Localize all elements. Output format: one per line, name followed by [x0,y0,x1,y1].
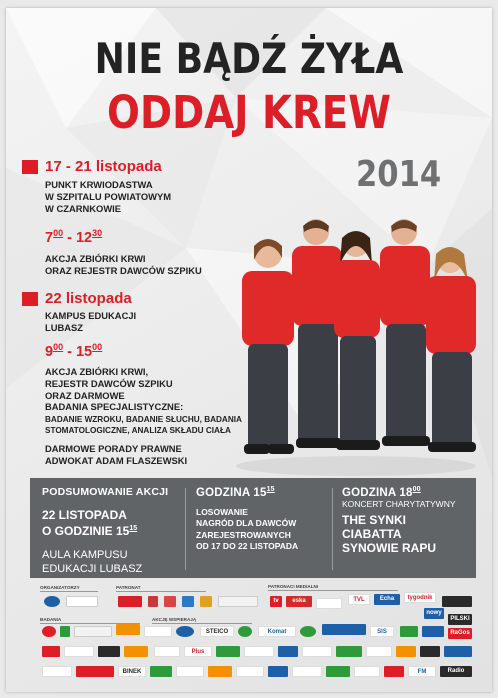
sponsor-logo [64,646,94,657]
coat-of-arms-icon [148,596,158,607]
pilski-logo: PILSKI [448,614,472,625]
sponsor-logo [98,646,120,657]
event1-date: 17 - 21 listopada [22,158,162,175]
red-marker [22,160,38,174]
tests-logo [116,624,140,635]
summary-col-2: GODZINA $15^{15}$ LOSOWANIE NAGRÓD DLA DAWCÓW ZAREJESTROWANYCH OD 17 DO 22 LISTOPADA [196,486,299,552]
patron-logo [118,596,142,607]
plus-logo: Plus [184,646,212,657]
event2-time: $9^{00} - 15^{00}$ [45,342,103,360]
year: 2014 [356,154,442,195]
nowy-logo: nowy [424,608,444,619]
organizer-logo [44,596,60,607]
event1-place: PUNKT KRWIODASTWA W SZPITALU POWIATOWYM W CZARNKOWIE [45,179,172,214]
sponsor-logo [216,646,240,657]
panel-divider [185,488,186,570]
coat-of-arms-icon [182,596,194,607]
sponsor-logo [238,626,252,637]
sponsor-logo [176,626,194,637]
volunteer-5 [426,247,476,452]
media-logo [442,596,472,607]
volunteers-photo [228,216,483,478]
panel-divider [332,488,333,570]
label-support: AKCJĘ WSPIERAJĄ [152,617,252,624]
tv-logo: tv [270,596,282,607]
coat-of-arms-icon [164,596,176,607]
coat-of-arms-icon [200,596,212,607]
sponsor-logo [384,666,404,677]
sponsor-logo [396,646,416,657]
event2-legal: DARMOWE PORADY PRAWNE ADWOKAT ADAM FLASZEWSKI [45,443,188,466]
sponsor-logo [268,666,288,677]
sponsor-logo [444,646,472,657]
volunteer-3 [334,231,380,450]
fm-logo: FM [408,666,436,677]
sponsor-logo [326,666,350,677]
echa-logo: Echa [374,594,400,605]
sponsor-logo [420,646,440,657]
sponsor-logo [42,646,60,657]
steico-logo: STEICO [200,626,234,637]
sponsor-logo [322,624,366,635]
event2-description: AKCJA ZBIÓRKI KRWI, REJESTR DAWCÓW SZPIKU ORAZ DARMOWE BADANIA SPECJALISTYCZNE: [45,366,184,413]
sponsor-logo [354,666,380,677]
sponsor-logo [176,666,204,677]
patron-logo [218,596,258,607]
label-patronage: PATRONAT [116,585,206,592]
tests-logo [60,626,70,637]
volunteer-2 [292,219,342,448]
sponsor-logo [236,666,264,677]
tvl-logo: TVL [348,594,370,605]
sponsor-logo [302,646,332,657]
tygodnik-logo: tygodnik [404,592,436,603]
eska-logo: eska [286,596,312,607]
sponsor-logo [76,666,114,677]
title-line-2: ODDAJ KREW [107,86,391,139]
sis-logo: SIS [370,626,394,637]
sponsors-area [32,584,476,686]
title-line-1: NIE BĄDŹ ŻYŁA [94,34,404,83]
event1-time: $7^{00} - 12^{30}$ [45,228,103,246]
media-logo [316,598,342,609]
organizer-logo [66,596,98,607]
radio-logo: Radio [440,666,472,677]
label-tests: BADANIA [40,617,140,624]
label-media: PATRONACI MEDIALNI [268,584,398,591]
tests-logo [74,626,112,637]
volunteer-1 [242,239,294,454]
label-organizers: ORGANIZATORZY [40,585,98,592]
sponsor-logo [422,626,444,637]
sponsor-logo [300,626,316,637]
poster [6,8,492,692]
red-marker [22,292,38,306]
sponsor-logo [336,646,362,657]
sponsor-logo [278,646,298,657]
event1-description: AKCJA ZBIÓRKI KRWI ORAZ REJESTR DAWCÓW SZPIKU [45,253,202,276]
summary-col-1: PODSUMOWANIE AKCJI 22 LISTOPADA O GODZINIE $15^{15}$ AULA KAMPUSU EDUKACJI LUBASZ [42,486,169,575]
binek-logo: BINEK [118,666,146,677]
sponsor-logo [154,646,180,657]
sponsor-logo [42,666,72,677]
sponsor-logo [208,666,232,677]
sponsor-logo [144,626,172,637]
event2-date: 22 listopada [22,290,132,307]
sponsor-logo [150,666,172,677]
sponsor-logo [366,646,392,657]
volunteer-4 [380,219,430,446]
komat-logo: Komat [258,626,296,637]
sponsor-logo [400,626,418,637]
event2-place: KAMPUS EDUKACJI LUBASZ [45,310,137,333]
ragos-logo: RaGos [448,628,472,639]
event2-tests: BADANIE WZROKU, BADANIE SŁUCHU, BADANIA STOMATOLOGICZNE, ANALIZA SKŁADU CIAŁA [45,415,242,435]
tests-logo [42,626,56,637]
sponsor-logo [292,666,322,677]
summary-panel [30,478,476,578]
sponsor-logo [244,646,274,657]
sponsor-logo [124,646,148,657]
summary-col-3: GODZINA $18^{00}$ KONCERT CHARYTATYWNY THE SYNKI CIABATTA SYNOWIE RAPU [342,486,456,556]
